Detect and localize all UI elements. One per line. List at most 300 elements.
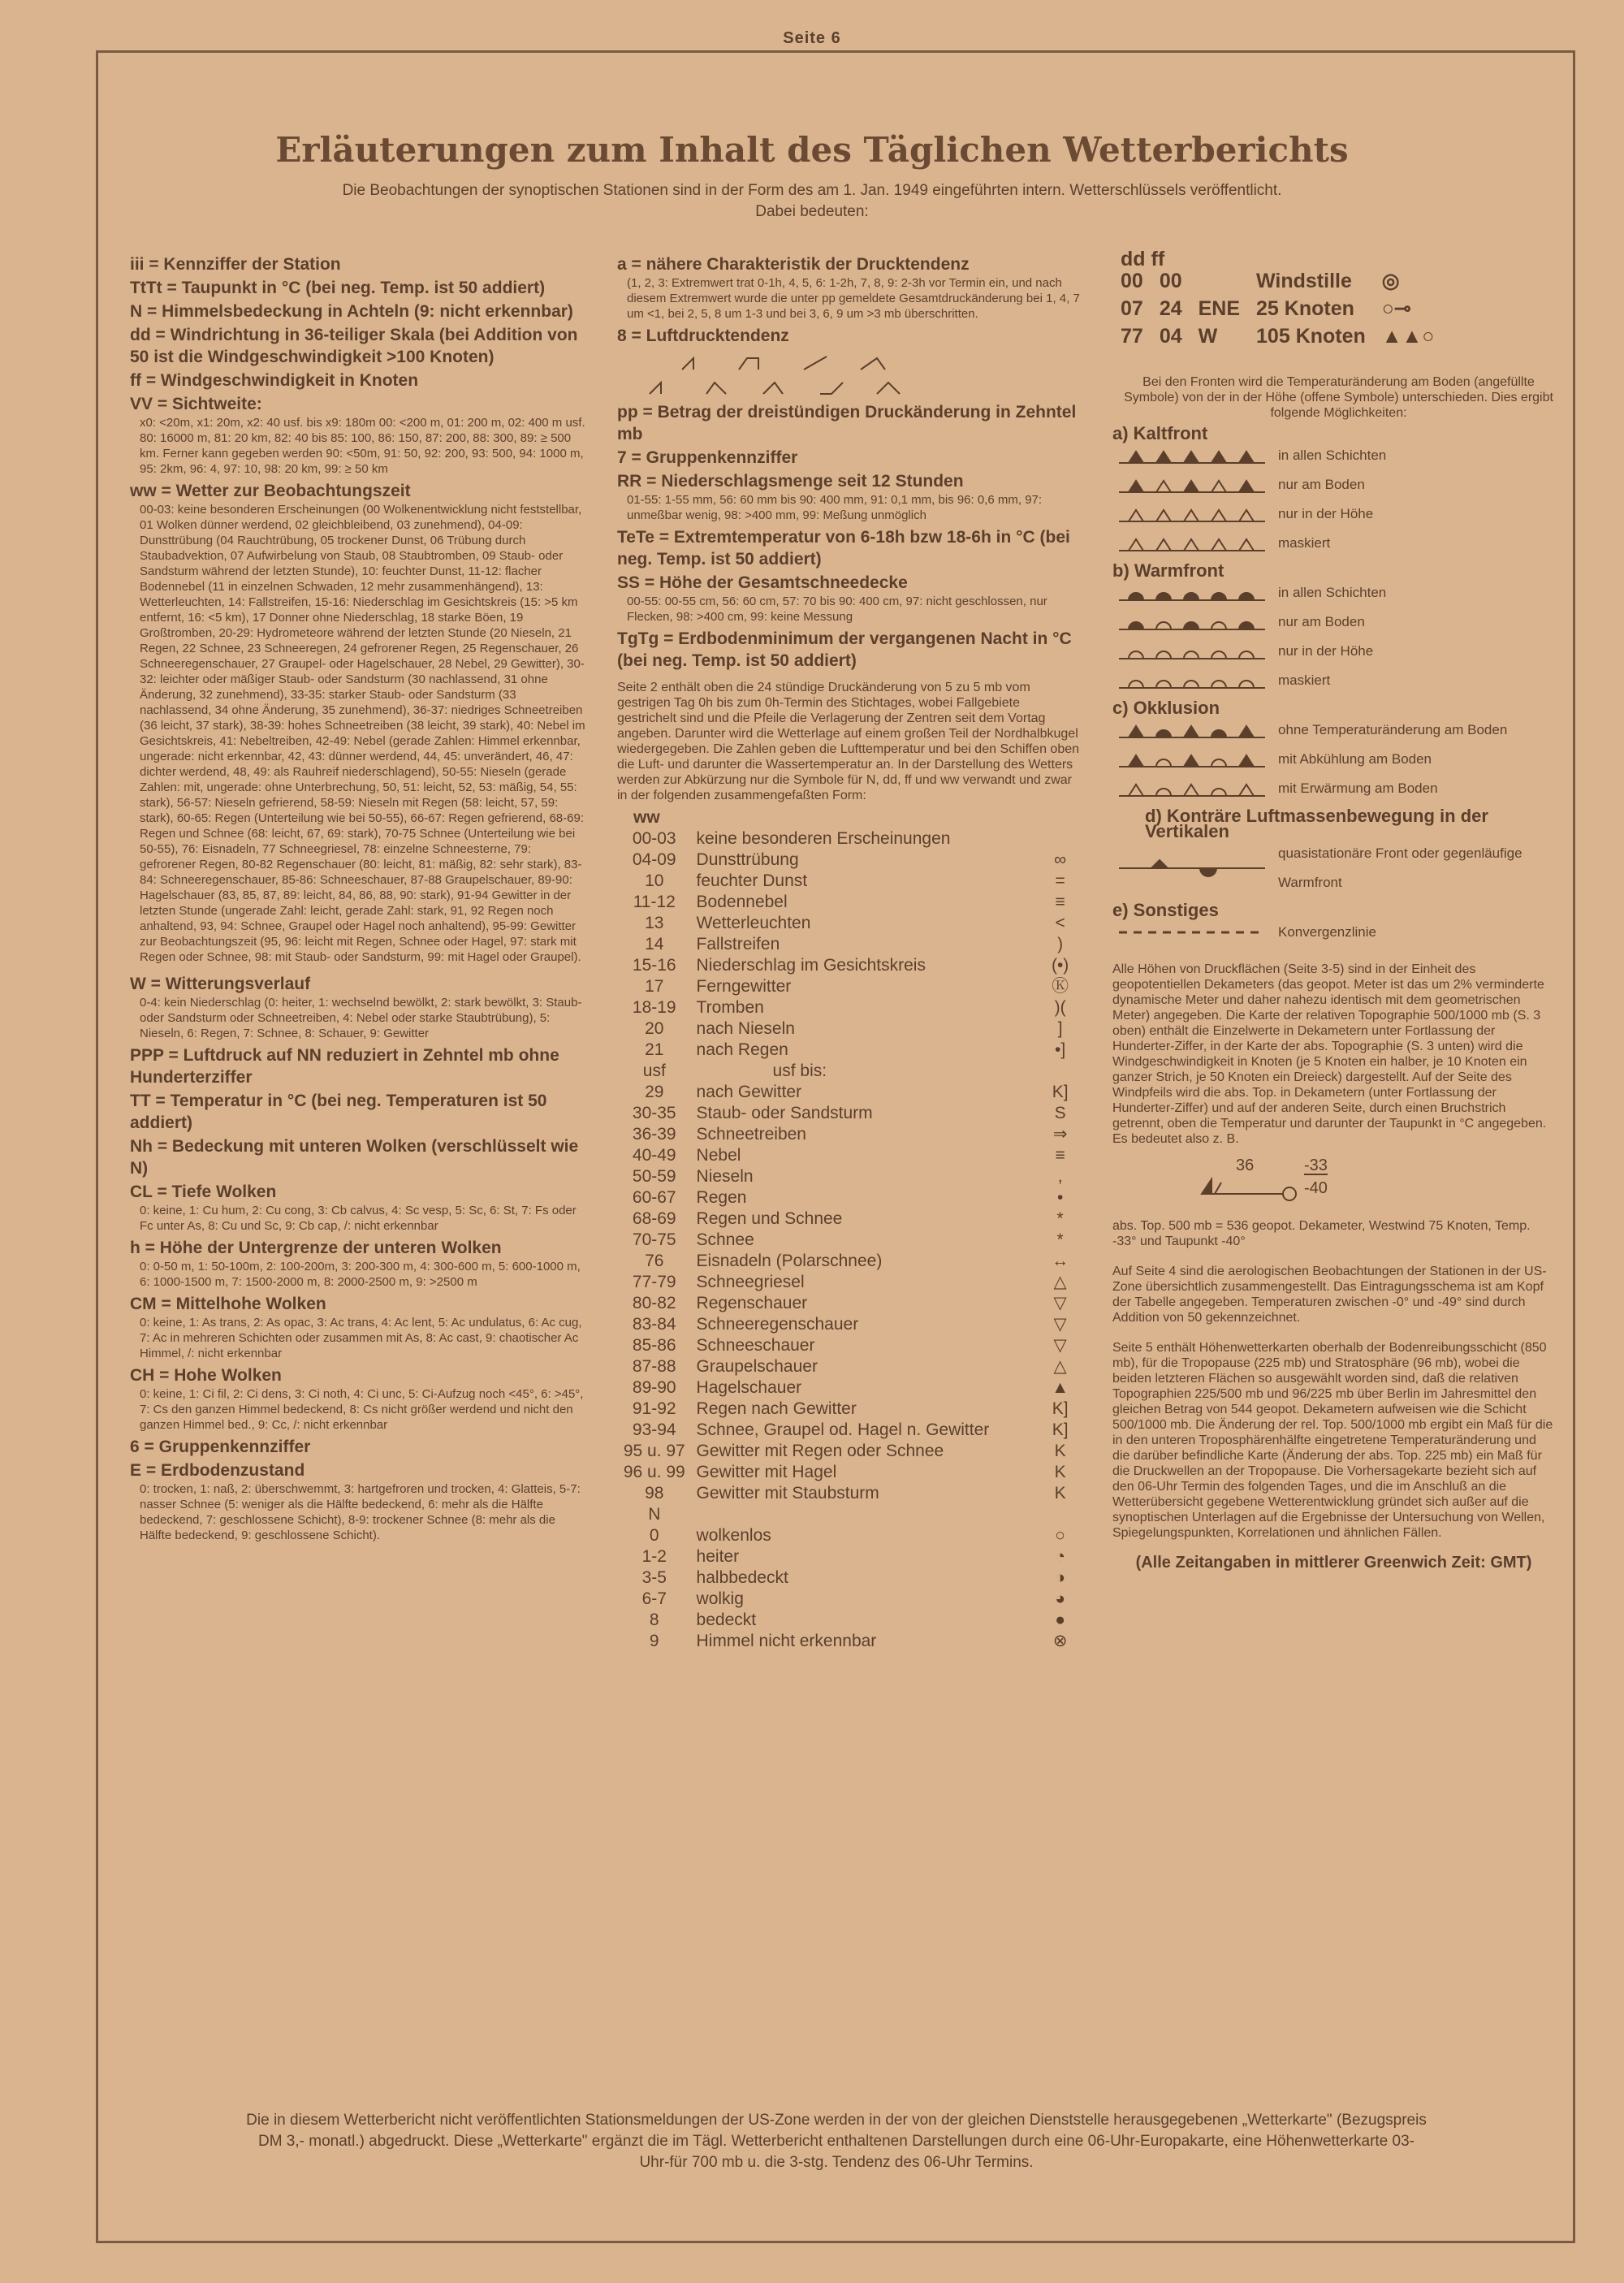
weather-symbol-icon: K] xyxy=(1052,1420,1069,1439)
example-text: abs. Top. 500 mb = 536 geopot. Dekameter, Westwind 75 Knoten, Temp. -33° und Taupunkt -40° xyxy=(1112,1219,1531,1248)
entry-nh: Nh = Bedeckung mit unteren Wolken (verschlüsselt wie N) xyxy=(130,1137,579,1178)
entry-w-text: 0-4: kein Niederschlag (0: heiter, 1: wechselnd bewölkt, 2: stark bewölkt, 3: Staub- oder Sandsturm oder Schneetreiben, 4: Nebel oder starke Staubtrübung), 5: Nieseln, 6: Regen, 7: Schnee, 8: Schauer, 9: Gewitter xyxy=(140,996,582,1040)
kalt-front-symbol xyxy=(1119,534,1265,552)
row-desc: nach Nieseln xyxy=(696,1019,795,1038)
ww-table-head: ww xyxy=(633,808,660,827)
row-desc: Nieseln xyxy=(696,1167,754,1186)
warm-front-symbol xyxy=(1119,642,1265,660)
table-row xyxy=(617,1230,1080,1251)
weather-symbol-icon: ≡ xyxy=(1055,1146,1065,1165)
row-code: 15-16 xyxy=(632,956,676,975)
warm-front-symbol xyxy=(1119,584,1265,602)
warm-front-symbol xyxy=(1119,613,1265,631)
wind-direction: ENE xyxy=(1198,297,1241,320)
dd-row xyxy=(1112,295,1442,322)
row-desc: Schneeregenschauer xyxy=(696,1315,859,1334)
front-symbol-cell xyxy=(1112,578,1272,608)
row-desc: Tromben xyxy=(696,998,764,1017)
ff-code: 00 xyxy=(1159,270,1182,292)
wind-symbol-icon: ○⊸ xyxy=(1381,297,1411,320)
entry-ch-text: 0: keine, 1: Ci fil, 2: Ci dens, 3: Ci noth, 4: Ci unc, 5: Ci-Aufzug noch <45°, 6: >45°, 7: Cs den ganzen Himmel bedeckend, 8: Cs nicht größer werdend und nicht den ganzen Himmel bed., 9: Cc, /: nicht erkennbar xyxy=(140,1387,584,1432)
row-code: 83-84 xyxy=(632,1315,676,1334)
row-desc: Dunsttrübung xyxy=(696,850,799,869)
example-dewpoint: -40 xyxy=(1304,1179,1328,1197)
weather-symbol-icon: • xyxy=(1056,1188,1064,1207)
kaltfront-table xyxy=(1112,441,1393,558)
weather-symbol-icon: K xyxy=(1054,1463,1066,1481)
entry-rr-text: 01-55: 1-55 mm, 56: 60 mm bis 90: 400 mm, 91: 0,1 mm, bis 96: 0,6 mm, 97: unmeßbar wenig, 98: >400 mm, 99: Meßung unmöglich xyxy=(627,493,1043,522)
entry-rr: RR = Niederschlagsmenge seit 12 Stunden xyxy=(617,472,964,491)
weather-symbol-icon: ◑ xyxy=(1055,1568,1065,1587)
front-desc: maskiert xyxy=(1278,672,1331,688)
entry-w: W = Witterungsverlauf xyxy=(130,975,311,993)
table-row xyxy=(617,1631,1080,1652)
row-code: 68-69 xyxy=(632,1209,676,1228)
row-desc: Ferngewitter xyxy=(696,977,792,996)
table-row xyxy=(617,1251,1080,1272)
kalt-front-row xyxy=(1112,529,1393,558)
okk-front-symbol xyxy=(1119,780,1265,798)
front-desc: maskiert xyxy=(1278,535,1331,551)
kalt-front-row xyxy=(1112,470,1393,499)
tendency-symbol-9 xyxy=(877,383,900,394)
front-desc: ohne Temperaturänderung am Boden xyxy=(1278,722,1508,737)
kontraer-desc: quasistationäre Front oder gegenläufige Warmfront xyxy=(1278,845,1522,890)
entry-e: E = Erdbodenzustand xyxy=(130,1461,305,1480)
front-symbol-cell xyxy=(1112,716,1272,745)
table-row xyxy=(617,1166,1080,1187)
front-symbol-cell xyxy=(1112,666,1272,695)
entry-tt: TtTt = Taupunkt in °C (bei neg. Temp. ist 50 addiert) xyxy=(130,279,546,297)
entry-ss-text: 00-55: 00-55 cm, 56: 60 cm, 57: 70 bis 90: 400 cm, 97: nicht geschlossen, nur Flecken, 98: >400 cm, 99: keine Messung xyxy=(627,595,1047,624)
dd-code: 00 xyxy=(1121,270,1143,292)
row-code: 85-86 xyxy=(632,1336,676,1355)
front-symbol-cell xyxy=(1112,774,1272,803)
table-row xyxy=(617,1145,1080,1166)
row-code: 50-59 xyxy=(632,1167,676,1186)
page-number: Seite 6 xyxy=(783,29,841,47)
wind-example xyxy=(1194,1153,1555,1218)
okk-front-row xyxy=(1112,745,1514,774)
entry-pp: pp = Betrag der dreistündigen Druckänderung in Zehntel mb xyxy=(617,403,1077,443)
row-desc: Regen xyxy=(696,1188,747,1207)
row-desc: Schneegriesel xyxy=(696,1273,805,1291)
subtitle-line: Die Beobachtungen der synoptischen Stationen sind in der Form des am 1. Jan. 1949 eingeführten intern. Wetterschlüssels veröffentlicht. xyxy=(342,182,1282,199)
ff-code: 04 xyxy=(1159,325,1182,348)
table-row xyxy=(617,1441,1080,1462)
weather-symbol-icon: K] xyxy=(1052,1399,1069,1418)
dd-code: 07 xyxy=(1121,297,1143,320)
row-code: 96 u. 99 xyxy=(623,1463,685,1481)
row-code: 91-92 xyxy=(632,1399,676,1418)
row-code: 87-88 xyxy=(632,1357,676,1376)
table-row xyxy=(617,1546,1080,1567)
example-top-value: 36 xyxy=(1236,1157,1255,1174)
front-desc: in allen Schichten xyxy=(1278,585,1387,600)
subtitle-line-2: Dabei bedeuten: xyxy=(755,203,869,220)
wind-direction xyxy=(1190,267,1248,295)
entry-cm: CM = Mittelhohe Wolken xyxy=(130,1295,326,1313)
entry-n: N = Himmelsbedeckung in Achteln (9: nicht erkennbar) xyxy=(130,302,573,321)
entry-ppp: PPP = Luftdruck auf NN reduziert in Zehntel mb ohne Hunderterziffer xyxy=(130,1046,559,1087)
kalt-front-row xyxy=(1112,441,1393,470)
weather-symbol-icon: * xyxy=(1056,1230,1064,1249)
row-code: 95 u. 97 xyxy=(623,1442,685,1460)
example-temperature: -33 xyxy=(1304,1157,1328,1174)
weather-symbol-icon: ) xyxy=(1057,935,1064,953)
tendency-symbol-3 xyxy=(804,357,827,370)
entry-eight: 8 = Luftdrucktendenz xyxy=(617,326,789,345)
row-code: 70-75 xyxy=(632,1230,676,1249)
warm-front-row xyxy=(1112,666,1393,695)
entry-cl-text: 0: keine, 1: Cu hum, 2: Cu cong, 3: Cb calvus, 4: Sc vesp, 5: Sc, 6: St, 7: Fs oder Fc unter As, 8: Cu und Sc, 9: Cb cap, /: nicht erkennbar xyxy=(140,1204,577,1233)
weather-symbol-icon: ○ xyxy=(1055,1526,1065,1545)
front-desc: in allen Schichten xyxy=(1278,448,1387,463)
front-symbol-cell xyxy=(1112,499,1272,529)
weather-symbol-icon: •] xyxy=(1055,1040,1066,1059)
seite4-text: Auf Seite 4 sind die aerologischen Beobachtungen der Stationen in der US-Zone übersichtlich zusammengestellt. Das Eintragungsschema ist am Kopf der Tabelle angegeben. Temperaturen zwischen -0° und -49° sind durch Addition von 50 gekennzeichnet. xyxy=(1112,1265,1547,1325)
entry-ww: ww = Wetter zur Beobachtungszeit xyxy=(130,482,411,500)
entry-ch: CH = Hohe Wolken xyxy=(130,1366,282,1385)
weather-symbol-icon: ▽ xyxy=(1053,1294,1067,1312)
row-code: 60-67 xyxy=(632,1188,676,1207)
row-code: 0 xyxy=(649,1526,659,1545)
tendency-symbols xyxy=(617,347,999,396)
entry-e-text: 0: trocken, 1: naß, 2: überschwemmt, 3: hartgefroren und trocken, 4: Glatteis, 5-7: nasser Schnee (5: weniger als die Hälfte bedeckend, 6: mehr als die Hälfte bedeckend, 7: geschlossene Schicht), 8-9: trockener Schnee (8: mehr als die Hälfte bedeckend, 9: geschlossene Schicht). xyxy=(140,1482,581,1542)
table-row xyxy=(617,1103,1080,1124)
bottom-note: Die in diesem Wetterbericht nicht veröffentlichten Stationsmeldungen der US-Zone werden in der von der gleichen Dienststelle herausgegebenen „Wetterkarte" (Bezugspreis DM 3,- monatl.) abgedruckt. Diese „Wetterkarte" ergänzt die im Tägl. Wetterbericht enthaltenen Darstellungen durch eine 06-Uhr-Europakarte, eine Höhenwetterkarte 03-Uhr-für 700 mb u. die 3-stg. Tendenz des 06-Uhr Termins. xyxy=(246,2112,1427,2171)
entry-six: 6 = Gruppenkennziffer xyxy=(130,1438,311,1456)
zeit-note: (Alle Zeitangaben in mittlerer Greenwich Zeit: GMT) xyxy=(1135,1554,1532,1572)
row-desc: Regen und Schnee xyxy=(696,1209,843,1228)
row-code: 6-7 xyxy=(641,1589,667,1608)
warm-front-row xyxy=(1112,637,1393,666)
weather-symbol-icon: S xyxy=(1054,1104,1066,1122)
row-desc: heiter xyxy=(696,1547,740,1566)
okk-front-symbol xyxy=(1119,750,1265,768)
kontraer-row xyxy=(1112,839,1555,897)
row-desc: Regen nach Gewitter xyxy=(696,1399,857,1418)
entry-a-text: (1, 2, 3: Extremwert trat 0-1h, 4, 5, 6: 1-2h, 7, 8, 9: 2-3h vor Termin ein, und nach diesem Extremwert wurde die unter pp gemeldete Gesamtdruckänderung bei 1, 4, 7 um <1, bei 2, 5, 8 um 1-3 und bei 3, 6, 9 um >3 mb überschritten. xyxy=(627,276,1080,321)
row-desc: Gewitter mit Regen oder Schnee xyxy=(696,1442,944,1460)
quasistationary-front-symbol xyxy=(1119,859,1265,877)
tendency-symbol-7 xyxy=(763,383,783,394)
table-row xyxy=(617,1187,1080,1209)
row-desc: wolkig xyxy=(696,1589,744,1608)
weather-symbol-icon: ▲ xyxy=(1052,1378,1069,1397)
weather-symbol-icon: ≡ xyxy=(1055,893,1065,911)
warm-front-row xyxy=(1112,608,1393,637)
weather-symbol-icon: = xyxy=(1055,871,1065,890)
tendency-symbol-5 xyxy=(650,383,661,394)
okklusion-label: c) Okklusion xyxy=(1112,698,1220,718)
wind-desc: Windstille xyxy=(1256,270,1352,292)
row-desc: keine besonderen Erscheinungen xyxy=(696,829,951,848)
table-row xyxy=(617,1420,1080,1441)
front-desc: mit Erwärmung am Boden xyxy=(1278,780,1438,796)
row-desc: Staub- oder Sandsturm xyxy=(696,1104,873,1122)
front-symbol-cell xyxy=(1112,529,1272,558)
row-code: 20 xyxy=(645,1019,664,1038)
row-code: 17 xyxy=(645,977,664,996)
column-middle xyxy=(617,252,1080,1652)
row-desc: Schnee, Graupel od. Hagel n. Gewitter xyxy=(696,1420,990,1439)
tendency-symbol-6 xyxy=(706,383,726,394)
tendency-symbol-4 xyxy=(861,358,885,370)
warmfront-table xyxy=(1112,578,1393,695)
dd-code: 77 xyxy=(1121,325,1143,348)
konvergenz-line-symbol xyxy=(1119,923,1265,941)
weather-symbol-icon: Ⓚ xyxy=(1052,977,1069,996)
front-symbol-cell xyxy=(1112,745,1272,774)
row-desc: Hagelschauer xyxy=(696,1378,802,1397)
tendency-symbol-8 xyxy=(820,383,843,394)
entry-te: TeTe = Extremtemperatur von 6-18h bzw 18-6h in °C (bei neg. Temp. ist 50 addiert) xyxy=(617,528,1070,569)
ww-usf-bis: usf bis: xyxy=(772,1062,827,1080)
weather-symbol-icon: K] xyxy=(1052,1083,1069,1101)
table-row xyxy=(617,1356,1080,1377)
page-title: Erläuterungen zum Inhalt des Täglichen Wetterberichts xyxy=(275,130,1349,170)
row-desc: Schneeschauer xyxy=(696,1336,815,1355)
row-desc: Schneetreiben xyxy=(696,1125,806,1144)
page-subtitle xyxy=(0,180,1624,223)
weather-symbol-icon: △ xyxy=(1053,1357,1067,1376)
weather-symbol-icon: ● xyxy=(1055,1611,1065,1629)
weather-symbol-icon: ◕ xyxy=(1055,1589,1065,1608)
wind-arrow-example-icon xyxy=(1194,1153,1356,1218)
row-desc: nach Gewitter xyxy=(696,1083,802,1101)
okk-front-row xyxy=(1112,716,1514,745)
table-row xyxy=(617,1525,1080,1546)
entry-vv-text: x0: <20m, x1: 20m, x2: 40 usf. bis x9: 180m 00: <200 m, 01: 200 m, 02: 400 m usf. 80: 16000 m, 81: 20 km, 82: 40 bis 85: 100, 86: 150, 87: 200, 88: 300, 89: ≥ 500 km. Ferner kann gegeben werden 90: <50m, 91: 50, 92: 200, 93: 500, 94: 1000 m, 95: 2km, 96: 4, 97: 10, 98: 20 km, 99: ≥ 50 km xyxy=(140,416,585,476)
seite2-text: Seite 2 enthält oben die 24 stündige Druckänderung von 5 zu 5 mb vom gestrigen Tag 0h bis zum 0h-Termin des Stichtages, wobei Fallgebiete gestrichelt sind und die Pfeile die Verlagerung der Zentren seit dem Vortag angeben. Darunter wird die Wetterlage auf einem großen Teil der Nordhalbkugel wiedergegeben. Die Zahlen geben die Lufttemperatur und bei den Schiffen oben die Luft- und darunter die Wassertemperatur an. In der Darstellung des Wetters werden zur Abkürzung nur die Symbole für N, dd, ff und ww verwandt und zwar in der folgenden zusammengefaßten Form: xyxy=(617,681,1080,802)
row-code: 93-94 xyxy=(632,1420,676,1439)
row-code: 13 xyxy=(645,914,664,932)
ww-table-row xyxy=(617,1061,1080,1082)
row-desc: bedeckt xyxy=(696,1611,757,1629)
sonstiges-table xyxy=(1112,918,1383,947)
row-code: 00-03 xyxy=(632,829,676,848)
row-code: 21 xyxy=(645,1040,664,1059)
warmfront-label: b) Warmfront xyxy=(1112,560,1224,581)
row-code: 9 xyxy=(649,1632,659,1650)
wind-desc: 105 Knoten xyxy=(1256,325,1366,348)
okk-front-row xyxy=(1112,774,1514,803)
weather-symbol-icon: ⇒ xyxy=(1052,1125,1068,1144)
tendency-symbol-1 xyxy=(682,358,693,370)
row-code: 98 xyxy=(645,1484,664,1503)
ww-table-row xyxy=(617,1504,1080,1525)
tendency-symbol-2 xyxy=(739,358,758,370)
entry-iii: iii = Kennziffer der Station xyxy=(130,255,341,274)
row-code: 04-09 xyxy=(632,850,676,869)
dd-row xyxy=(1112,322,1442,350)
dd-table xyxy=(1112,267,1442,350)
row-code: 8 xyxy=(649,1611,659,1629)
ff-code: 24 xyxy=(1159,297,1182,320)
hoehen-text: Alle Höhen von Druckflächen (Seite 3-5) sind in der Einheit des geopotentiellen Dekameters (das geopot. Meter ist das um 2% verminderte dynamische Meter und daher nahezu identisch mit dem geometrischen Meter) angegeben. Die Karte der relativen Topographie 500/1000 mb (S. 3 oben) enthält die Einzelwerte in Dekametern unter Fortlassung der Hunderter-Ziffer, in der Karte der abs. Topographie (S. 3 unten) wird die Windgeschwindigkeit in Knoten (je 5 Knoten ein halber, je 10 Knoten ein ganzer Strich, je 50 Knoten ein Dreieck) dargestellt. Auf der Seite des Windpfeils wird die abs. Top. in Dekametern (unter Fortlassung der Hunderter-Ziffer) und auf der anderen Seite, durch einen Bruchstrich getrennt, oben die Temperatur und darunter der Taupunkt in °C angegeben. Es bedeutet also z. B. xyxy=(1112,962,1547,1146)
front-symbol-cell xyxy=(1112,608,1272,637)
kalt-front-symbol xyxy=(1119,505,1265,523)
row-desc: halbbedeckt xyxy=(696,1568,788,1587)
column-right xyxy=(1112,248,1555,1572)
table-row xyxy=(617,1040,1080,1061)
row-code: 77-79 xyxy=(632,1273,676,1291)
okk-front-symbol xyxy=(1119,721,1265,739)
row-code: 1-2 xyxy=(641,1547,667,1566)
dd-row xyxy=(1112,267,1442,295)
table-row xyxy=(617,1314,1080,1335)
front-desc: mit Abkühlung am Boden xyxy=(1278,751,1432,767)
front-desc: nur in der Höhe xyxy=(1278,643,1374,659)
table-row xyxy=(617,1483,1080,1504)
weather-symbol-icon: (•) xyxy=(1051,956,1069,975)
weather-symbol-icon: ∞ xyxy=(1054,850,1067,869)
front-desc: nur in der Höhe xyxy=(1278,506,1374,521)
row-desc: Fallstreifen xyxy=(696,935,780,953)
warm-front-symbol xyxy=(1119,672,1265,690)
kontraer-table xyxy=(1112,839,1555,897)
entry-dd: dd = Windrichtung in 36-teiliger Skala (bei Addition von 50 ist die Windgeschwindigkeit >100 Knoten) xyxy=(130,326,578,366)
weather-symbol-icon xyxy=(1040,828,1080,850)
weather-symbol-icon: < xyxy=(1055,914,1065,932)
row-code: 89-90 xyxy=(632,1378,676,1397)
row-desc: Nebel xyxy=(696,1146,741,1165)
row-code: 11-12 xyxy=(633,893,676,911)
row-code: 29 xyxy=(645,1083,664,1101)
row-desc: Bodennebel xyxy=(696,893,788,911)
dd-head: dd ff xyxy=(1121,248,1165,270)
entry-cl: CL = Tiefe Wolken xyxy=(130,1183,277,1201)
table-row xyxy=(617,1124,1080,1145)
konvergenz-row xyxy=(1112,918,1383,947)
row-desc: feuchter Dunst xyxy=(696,871,808,890)
entry-ff: ff = Windgeschwindigkeit in Knoten xyxy=(130,371,419,390)
kontraer-label: d) Konträre Luftmassenbewegung in der Vertikalen xyxy=(1145,806,1488,841)
row-desc: Niederschlag im Gesichtskreis xyxy=(696,956,926,975)
table-row xyxy=(617,1399,1080,1420)
weather-symbol-icon: )( xyxy=(1054,998,1066,1017)
table-row xyxy=(617,934,1080,955)
weather-symbol-icon: ▽ xyxy=(1053,1336,1067,1355)
table-row xyxy=(617,1018,1080,1040)
table-row xyxy=(617,1293,1080,1314)
table-row xyxy=(617,1610,1080,1631)
table-row xyxy=(617,892,1080,913)
weather-symbol-icon: ⊗ xyxy=(1052,1632,1068,1650)
entry-ww-text: 00-03: keine besonderen Erscheinungen (00 Wolkenentwicklung nicht feststellbar, 01 Wolken dünner werdend, 02 gleichbleibend, 03 zunehmend), 04-09: Dunsttrübung (04 Rauchtrübung, 05 trockener Dunst, 06 Trübung durch Staubadvektion, 07 Aufwirbelung von Staub, 08 Staubtromben, 09 Staub- oder Sandsturm während der letzten Stunde), 10: feuchter Dunst, 11-12: flacher Bodennebel (11 in einzelnen Schwaden, 12 mehr zusammenhängend), 13: Wetterleuchten, 14: Fallstreifen, 15-16: Niederschlag im Gesichtskreis (15: >5 km entfernt, 16: <5 km), 17 Donner ohne Niederschlag, 18 starke Böen, 19 Großtromben, 20-29: Hydrometeore während der letzten Stunde (20 Nieseln, 21 Regen, 22 Schnee, 23 Schneeregen, 24 gefrorener Regen, 25 Regenschauer, 26 Schneeregenschauer, 27 Graupel- oder Hagelschauer, 28 Nebel, 29 Gewitter), 30-32: leichter oder mäßiger Staub- oder Sandsturm (30 nachlassend, 31 ohne Änderung, 32 zunehmend), 33-35: starker Staub- oder Sandsturm (33 nachlassend, 34 ohne Änderung, 35 zunehmend), 36-37: niedriges Schneetreiben (36 leicht, 37 stark), 38-39: hohes Schneetreiben (38 leicht, 39 stark), 40: Nebel im Gesichtskreis, 41: Nebeltreiben, 42-49: Nebel (gerade Zahlen: Himmel erkennbar, ungerade: nicht erkennbar, 42, 43: dünner werdend, 44, 45: unverändert, 46, 47: dichter werdend, 48, 49: als Rauhreif niederschlagend), 50-55: Nieseln (gerade Zahlen: mit, ungerade: ohne Unterbrechung, 50, 51: leicht, 52, 53: mäßig, 54, 55: stark), 56-57: Nieseln gefrierend, 58-59: Nieseln mit Regen (58: leicht, 57, 59: stark), 60-65: Regen (Unterteilung wie bei 50-55), 66-67: Regen gefrierend, 68-69: Regen und Schnee (68: leicht, 67, 69: stark), 70-75 Schnee (Unterteilung wie bei 50-55), 76: Eisnadeln, 77 Schneegriesel, 78: einzelne Schneesterne, 79: gefrorener Regen, 80-82 Regenschauer (80: leicht, 81: mäßig, 82: sehr stark), 83-84: Schneeregenschauer, 85-86: Schneeschauer, 87-88 Graupelschauer, 89-90: Hagelschauer (83, 85, 87, 89: leicht, 84, 86, 88, 90: stark), 91-94 Gewitter in der letzten Stunde (ungerade Zahl: leicht, gerade Zahl: stark, 91, 92 Regen noch anhaltend, 93, 94: Schnee, Graupel oder Hagel noch anhaltend), 95-99: Gewitter zur Beobachtungszeit (95, 96: leicht mit Regen, Schnee oder Hagel, 97: stark mit Regen oder Schnee, 98: mit Staub- oder Sandsturm, 99: mit Hagel oder Graupel). xyxy=(140,503,585,964)
table-row xyxy=(617,1272,1080,1293)
table-row xyxy=(617,1335,1080,1356)
table-row xyxy=(617,1462,1080,1483)
weather-symbol-icon: * xyxy=(1056,1209,1064,1228)
entry-cm-text: 0: keine, 1: As trans, 2: As opac, 3: Ac trans, 4: Ac lent, 5: Ac undulatus, 6: Ac cug, 7: Ac in mehreren Schichten oder zusammen mit As, 8: Ac cast, 9: chaotischer Ac Himmel, /: nicht erkennbar xyxy=(140,1316,582,1360)
konvergenz-desc: Konvergenzlinie xyxy=(1278,924,1376,940)
table-row xyxy=(617,1082,1080,1103)
weather-symbol-icon: K xyxy=(1054,1484,1066,1503)
row-code: 80-82 xyxy=(632,1294,676,1312)
kalt-front-symbol xyxy=(1119,476,1265,494)
seite5-text: Seite 5 enthält Höhenwetterkarten oberhalb der Bodenreibungsschicht (850 mb), für die Tropopause (225 mb) und Stratosphäre (96 mb), wobei die beiden letzteren Flächen so ausgewählt worden sind, daß die relativen Topographien 225/500 mb und 96/225 mb über Berlin im Jahresmittel den gleichen Betrag von 544 geopot. Dekametern aufweisen wie die Schicht 500/1000 mb. Die Änderung der rel. Top. 500/1000 mb ergibt ein Maß für die in den unteren Troposphärenhälfte eingetretene Temperaturänderung und die darüber befindliche Karte (Änderung der abs. Top. 225 mb) ein Maß für die Druckwellen an der Tropopause. Die Vorhersagekarte bezieht sich auf den 06-Uhr Termin des folgenden Tages, und die im Anschluß an die Wetterübersicht gegebene Wetterentwicklung gründet sich außer auf die synoptischen Unterlagen auf die Ergebnisse der Untersuchung von Wellen, Spiegelungspunkten, Korrelationen und ähnlichen Fällen. xyxy=(1112,1341,1553,1540)
wind-symbol-icon: ◎ xyxy=(1381,270,1400,292)
row-code: 36-39 xyxy=(632,1125,676,1144)
ww-table xyxy=(617,828,1080,1652)
front-symbol-cell xyxy=(1112,470,1272,499)
row-desc: Eisnadeln (Polarschnee) xyxy=(696,1252,883,1270)
front-desc: nur am Boden xyxy=(1278,614,1365,629)
row-code: 3-5 xyxy=(641,1568,667,1587)
row-desc: Graupelschauer xyxy=(696,1357,818,1376)
row-code: 40-49 xyxy=(632,1146,676,1165)
entry-seven: 7 = Gruppenkennziffer xyxy=(617,448,798,467)
wind-desc: 25 Knoten xyxy=(1256,297,1354,320)
row-code: 76 xyxy=(645,1252,664,1270)
table-row xyxy=(617,997,1080,1018)
row-code: 14 xyxy=(645,935,664,953)
front-desc: nur am Boden xyxy=(1278,477,1365,492)
table-row xyxy=(617,1377,1080,1399)
weather-symbol-icon: ↔ xyxy=(1052,1252,1069,1270)
n-table-head: N xyxy=(648,1505,661,1524)
warm-front-row xyxy=(1112,578,1393,608)
row-desc: Gewitter mit Hagel xyxy=(696,1463,837,1481)
front-symbol-cell xyxy=(1112,441,1272,470)
table-row xyxy=(617,955,1080,976)
fronten-text: Bei den Fronten wird die Temperaturänderung am Boden (angefüllte Symbole) von der in der Höhe (offene Symbole) unterschieden. Dies ergibt folgende Möglichkeiten: xyxy=(1124,375,1553,420)
weather-symbol-icon: K xyxy=(1054,1442,1066,1460)
okklusion-table xyxy=(1112,716,1514,803)
row-desc: Schnee xyxy=(696,1230,754,1249)
weather-symbol-icon: ] xyxy=(1057,1019,1063,1038)
table-row xyxy=(617,828,1080,850)
entry-h: h = Höhe der Untergrenze der unteren Wolken xyxy=(130,1239,502,1257)
column-left xyxy=(130,252,589,1546)
weather-symbol-icon: ▽ xyxy=(1053,1315,1067,1334)
entry-tg: TgTg = Erdbodenminimum der vergangenen Nacht in °C (bei neg. Temp. ist 50 addiert) xyxy=(617,629,1072,670)
sonstiges-label: e) Sonstiges xyxy=(1112,900,1219,920)
entry-h-text: 0: 0-50 m, 1: 50-100m, 2: 100-200m, 3: 200-300 m, 4: 300-600 m, 5: 600-1000 m, 6: 1000-1500 m, 7: 1500-2000 m, 8: 2000-2500 m, 9: >2500 m xyxy=(140,1260,581,1289)
row-desc: Gewitter mit Staubsturm xyxy=(696,1484,879,1503)
table-row xyxy=(617,1209,1080,1230)
wind-symbol-icon: ▲▲○ xyxy=(1381,325,1435,348)
table-row xyxy=(617,913,1080,934)
kalt-front-symbol xyxy=(1119,447,1265,465)
table-row xyxy=(617,1567,1080,1589)
entry-ss: SS = Höhe der Gesamtschneedecke xyxy=(617,573,908,592)
entry-a: a = nähere Charakteristik der Drucktendenz xyxy=(617,255,970,274)
front-symbol-cell xyxy=(1112,637,1272,666)
table-row xyxy=(617,1589,1080,1610)
kalt-front-row xyxy=(1112,499,1393,529)
row-desc: Regenschauer xyxy=(696,1294,808,1312)
row-desc: Himmel nicht erkennbar xyxy=(696,1632,877,1650)
row-desc: wolkenlos xyxy=(696,1526,771,1545)
weather-symbol-icon: △ xyxy=(1053,1273,1067,1291)
table-row xyxy=(617,871,1080,892)
row-code: 30-35 xyxy=(632,1104,676,1122)
weather-symbol-icon: ◔ xyxy=(1055,1547,1065,1566)
kaltfront-label: a) Kaltfront xyxy=(1112,423,1208,443)
table-row xyxy=(617,976,1080,997)
row-desc: nach Regen xyxy=(696,1040,788,1059)
table-row xyxy=(617,850,1080,871)
entry-ttt: TT = Temperatur in °C (bei neg. Temperaturen ist 50 addiert) xyxy=(130,1092,547,1132)
entry-vv: VV = Sichtweite: xyxy=(130,395,262,413)
ww-usf: usf xyxy=(642,1062,666,1080)
weather-symbol-icon: , xyxy=(1057,1167,1063,1186)
row-code: 10 xyxy=(645,871,664,890)
row-code: 18-19 xyxy=(632,998,676,1017)
